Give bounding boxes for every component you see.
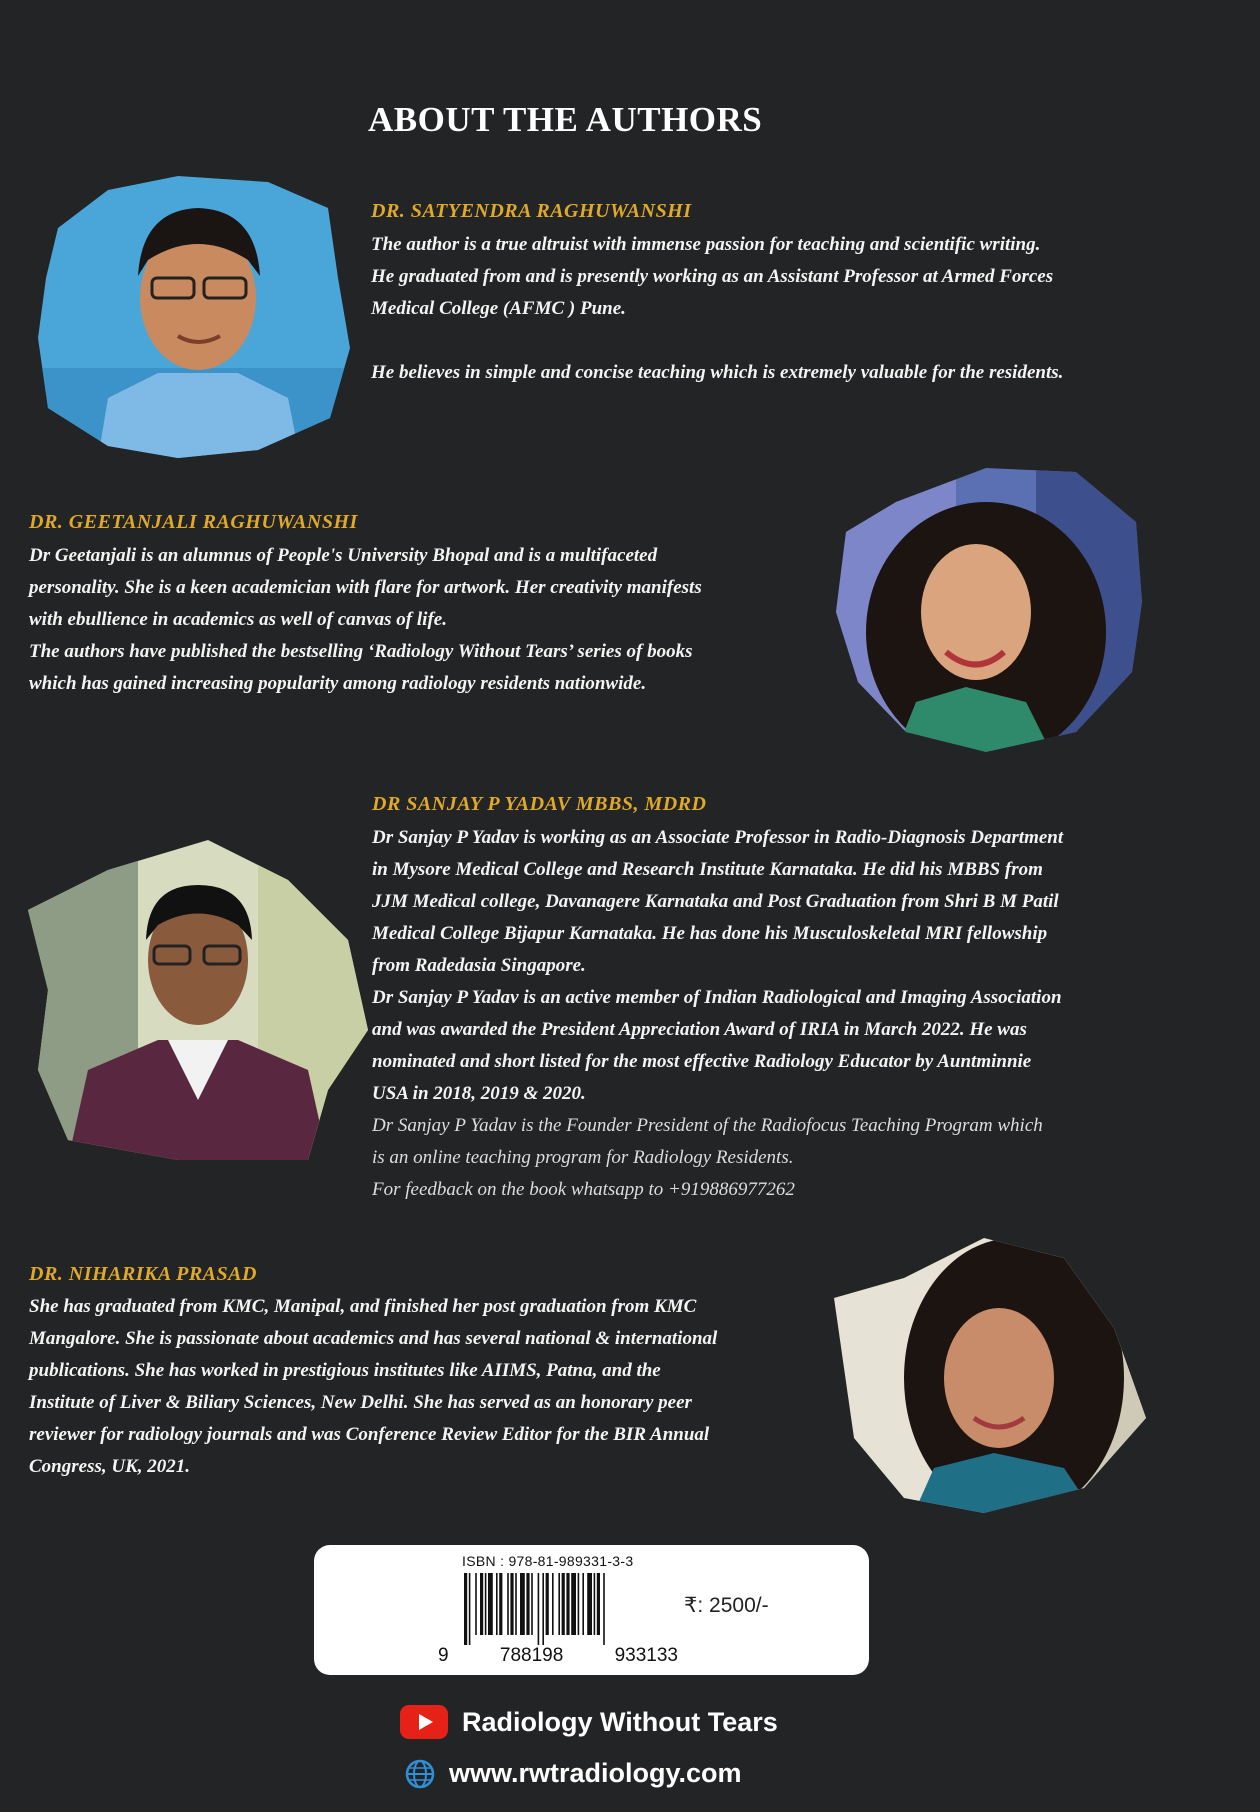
barcode-digit-first: 9: [438, 1645, 449, 1666]
barcode-bar: [603, 1573, 605, 1645]
barcode-bar: [464, 1573, 467, 1645]
barcode-bar: [469, 1573, 471, 1645]
barcode-digit-group1: 788198: [499, 1645, 564, 1666]
barcode-bar: [597, 1573, 600, 1635]
isbn-label: ISBN : 978-81-989331-3-3: [462, 1553, 634, 1569]
author-name: DR. NIHARIKA PRASAD: [29, 1263, 257, 1285]
barcode-bar: [582, 1573, 584, 1635]
website-url: www.rwtradiology.com: [449, 1758, 742, 1788]
barcode-bar: [531, 1573, 533, 1635]
author-bio: Dr Geetanjali is an alumnus of People's University Bhopal and is a multifaceted personality. She is a keen academician with flare for artwork. Her creativity manifests with ebullience in academics as well of canvas of life. The authors have published the bestselling ‘Radiology Without Tears’ series of books which has gained increasing popularity among radiology residents nationwide.: [29, 545, 702, 694]
barcode-bar: [526, 1573, 529, 1635]
author-bio: She has graduated from KMC, Manipal, and finished her post graduation from KMC Mangalore. She is passionate about academics and has several national & international publications. She has worked in prestigious institutes like AIIMS, Patna, and the Institute of Liver & Biliary Sciences, New Delhi. She has served as an honorary peer reviewer for radiology journals and was Conference Review Editor for the BIR Annual Congress, UK, 2021.: [29, 1296, 718, 1477]
barcode-bar: [496, 1573, 498, 1635]
barcode-bar: [562, 1573, 565, 1635]
barcode-bar: [552, 1573, 554, 1635]
barcode-bar: [510, 1573, 513, 1635]
author-bio: Dr Sanjay P Yadav is working as an Associate Professor in Radio-Diagnosis Department in Mysore Medical College and Research Institute Karnataka. He did his MBBS from JJM Medical college, Davanagere Karnataka and Post Graduation from Shri B M Patil Medical College Bijapur Karnataka. He has done his Musculoskeletal MRI fellowship from Radedasia Singapore. Dr Sanjay P Yadav is an active member of Indian Radiological and Imaging Association and was awarded the President Appreciation Award of IRIA in March 2022. He was nominated and short listed for the most effective Radiology Educator by Auntminnie USA in 2018, 2019 & 2020.: [372, 827, 1064, 1104]
barcode-bar: [515, 1573, 517, 1635]
page-title: ABOUT THE AUTHORS: [368, 100, 763, 139]
barcode-bar: [578, 1573, 580, 1635]
barcode-bar: [594, 1573, 596, 1635]
author-photo-sanjay: [28, 840, 368, 1160]
barcode-bar: [488, 1573, 493, 1635]
barcode-bar: [538, 1573, 540, 1645]
author-bio-extra: Dr Sanjay P Yadav is the Founder President of the Radiofocus Teaching Program which is an online teaching program for Radiology Residents. For feedback on the book whatsapp to +919886977262: [372, 1115, 1043, 1200]
barcode-bar: [480, 1573, 483, 1635]
barcode-bar: [546, 1573, 549, 1635]
author-bio: The author is a true altruist with immense passion for teaching and scientific writing. He graduated from and is presently working as an Assistant Professor at Armed Forces Medical College (AFMC ) Pune. He believes in simple and concise teaching which is extremely valuable for the residents.: [371, 234, 1064, 383]
barcode-image: [462, 1573, 672, 1645]
barcode-bar: [558, 1573, 560, 1635]
author-name: DR SANJAY P YADAV MBBS, MDRD: [372, 793, 707, 815]
barcode-bar: [566, 1573, 569, 1635]
youtube-icon: [400, 1705, 448, 1739]
barcode-digits: [438, 1645, 678, 1667]
barcode-box: [314, 1545, 869, 1675]
barcode-bar: [520, 1573, 525, 1635]
barcode-bar: [571, 1573, 576, 1635]
author-photo-geetanjali: [836, 462, 1148, 752]
barcode-bar: [475, 1573, 477, 1635]
website-link[interactable]: [405, 1758, 742, 1789]
globe-icon: [405, 1759, 435, 1789]
barcode-bar: [507, 1573, 509, 1635]
barcode-bar: [587, 1573, 592, 1635]
youtube-channel-label: Radiology Without Tears: [462, 1706, 778, 1737]
youtube-channel-link[interactable]: [400, 1705, 778, 1739]
author-name: DR. GEETANJALI RAGHUWANSHI: [29, 511, 358, 533]
author-photo-niharika: [834, 1238, 1146, 1513]
barcode-bar: [542, 1573, 544, 1645]
barcode-bar: [499, 1573, 502, 1635]
barcode-digit-group2: 933133: [614, 1645, 678, 1666]
barcode-bar: [485, 1573, 487, 1635]
author-name: DR. SATYENDRA RAGHUWANSHI: [371, 200, 692, 222]
author-photo-satyendra: [38, 168, 350, 458]
price-label: ₹: 2500/-: [684, 1594, 769, 1617]
